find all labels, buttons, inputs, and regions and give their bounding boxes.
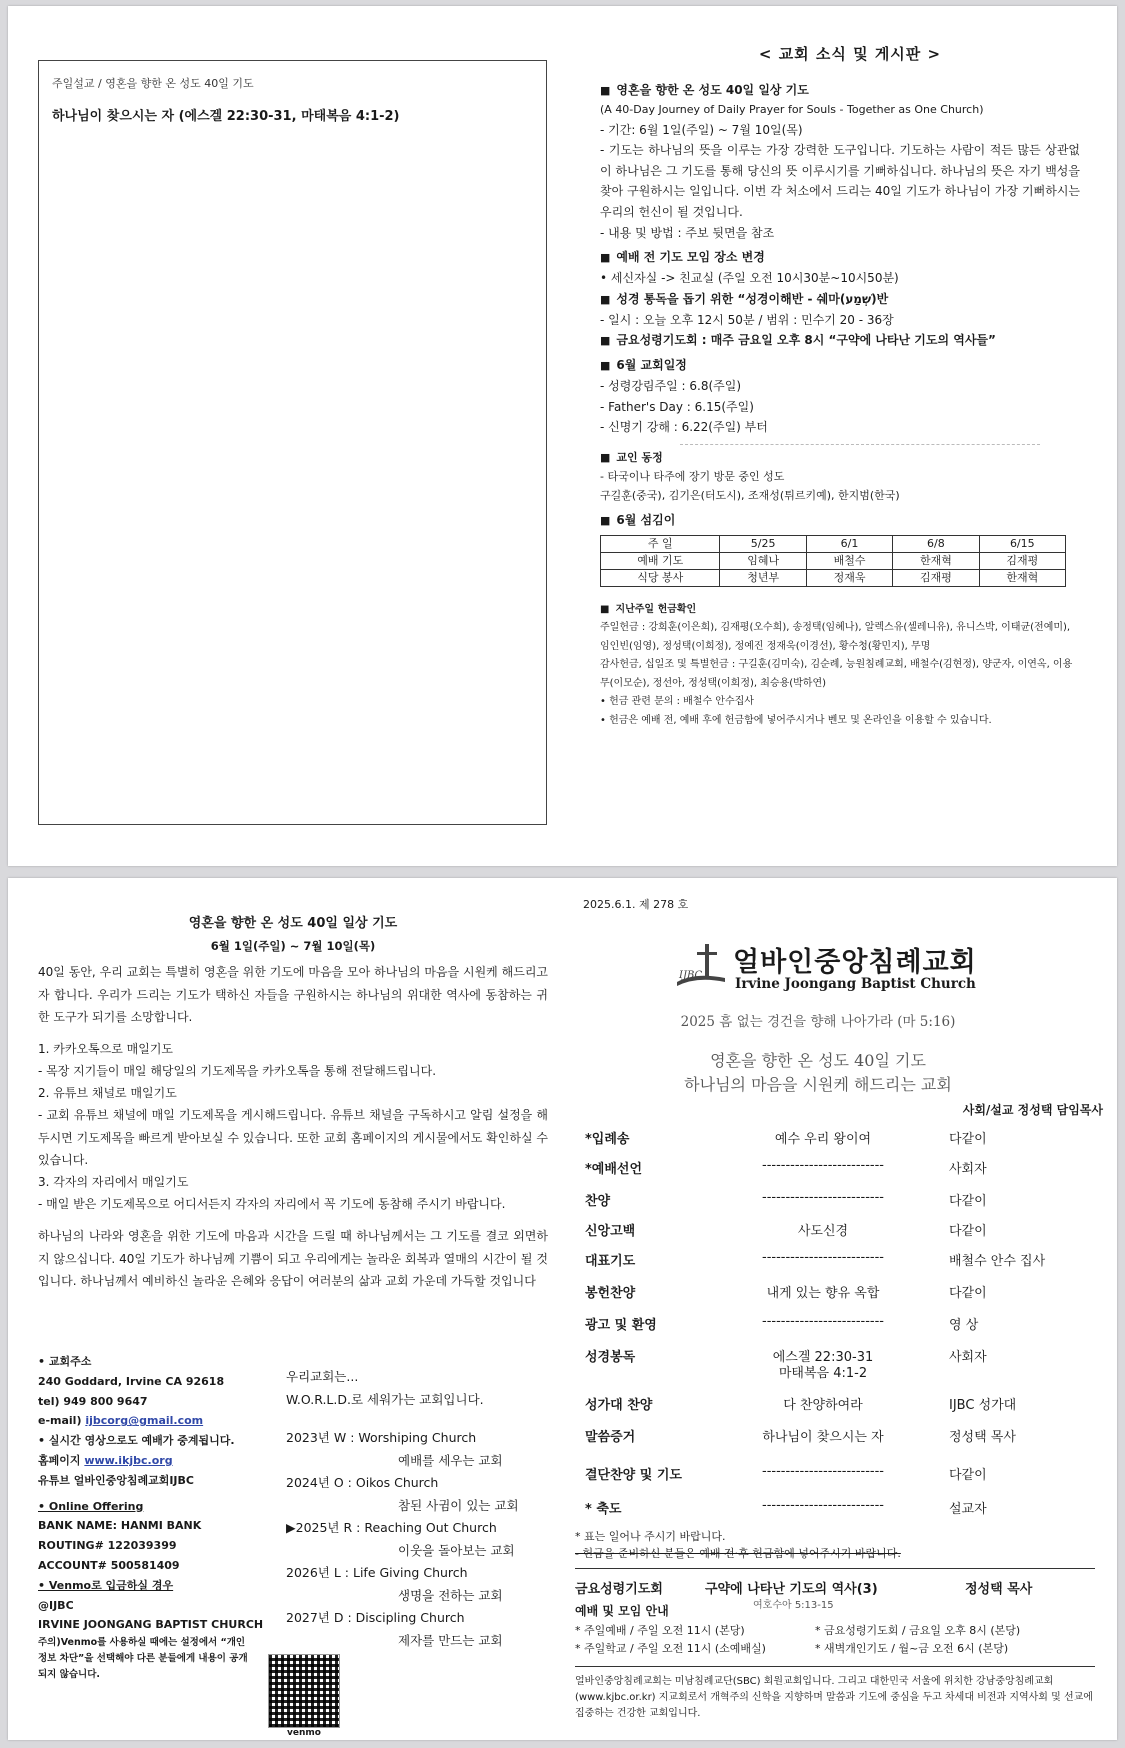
notice-bible-class-body: - 일시 : 오늘 오후 12시 50분 / 범위 : 민수기 20 - 36장 (600, 312, 894, 327)
prayer-step-title: 3. 각자의 자리에서 매일기도 (38, 1175, 189, 1189)
table-cell: 식당 봉사 (601, 569, 720, 586)
order-leader: 사회자 (949, 1350, 987, 1365)
notice-prayer-title: ■ 영혼을 향한 온 성도 40일 일상 기도 (600, 80, 1080, 101)
world-desc: 생명을 전하는 교회 (398, 1587, 503, 1603)
church-footer: 얼바인중앙침례교회는 미남침례교단(SBC) 회원교회입니다. 그리고 대한민국 서울에 위치한 강남중앙침례교회(www.kjbc.or.kr) 지교회로서 개혁주의 신학을 지향하며 말씀과 기도에 중심을 두고 차세대 비전과 지역사회 및 선교에 집중하는 건강한 교회입니다. (575, 1676, 1093, 1719)
worship-order-panel (575, 896, 1103, 1736)
friday-prayer-scripture: 여호수아 5:13-15 (753, 1600, 834, 1611)
order-leader: 설교자 (949, 1502, 987, 1517)
offering-title: ■ 지난주일 헌금확인 (600, 601, 1080, 620)
offering-sunday-list: 주일헌금 : 강희훈(이은희), 김재평(오수희), 송정택(임혜나), 알렉스유(셀레니유), 유니스박, 이태균(전예미), 임인빈(임영), 정성택(이희정), 정예진 정재욱(이경선), 황수청(황민지), 무명 (600, 622, 1071, 652)
homepage-label: 홈페이지 (38, 1453, 85, 1467)
notice-meeting-place-body: • 세신자실 -> 친교실 (주일 오전 10시30분~10시50분) (600, 271, 899, 286)
order-item: 봉헌찬양 (585, 1286, 636, 1301)
account-number: ACCOUNT# 500581409 (38, 1558, 180, 1572)
prayer-guide-title: 영혼을 향한 온 성도 40일 일상 기도 (188, 916, 398, 931)
venmo-qr-label: venmo (287, 1728, 321, 1738)
meetings-title: 예배 및 모임 안내 (575, 1604, 669, 1618)
prayer-guide (38, 912, 548, 1292)
order-leader: 다같이 (949, 1132, 987, 1147)
venmo-name: IRVINE JOONGANG BAPTIST CHURCH (38, 1618, 264, 1632)
order-item: 찬양 (585, 1194, 611, 1209)
world-year: 2023년 W : Worshiping Church (286, 1430, 477, 1445)
youtube-channel: 유튜브 얼바인중앙침례교회IJBC (38, 1473, 194, 1487)
table-cell: 임혜나 (720, 552, 806, 569)
notice-header: < 교회 소식 및 게시판 > (758, 45, 942, 63)
world-year: 2026년 L : Life Giving Church (286, 1565, 468, 1580)
notice-meeting-place-title: ■ 예배 전 기도 모임 장소 변경 (600, 247, 1080, 268)
order-leader: 배철수 안수 집사 (949, 1254, 1046, 1269)
venmo-privacy-note: 주의)Venmo를 사용하실 때에는 설정에서 “개인정보 차단”을 선택해야 다른 분들에게 내용이 공개되지 않습니다. (38, 1637, 248, 1681)
prayer-step-body: - 목장 지기들이 매일 해당일의 기도제목을 카카오톡을 통해 전달해드립니다. (38, 1064, 437, 1079)
divider (680, 444, 1040, 445)
notice-june-schedule-title: ■ 6월 교회일정 (600, 355, 1080, 376)
church-phone: tel) 949 800 9647 (38, 1394, 148, 1408)
notice-board (600, 42, 1080, 730)
divider (575, 1568, 1095, 1569)
logo-text: IJBC (679, 970, 703, 981)
servers-header-cell: 6/15 (979, 535, 1065, 552)
order-detail: 내게 있는 향유 옥합 (766, 1286, 880, 1301)
notice-june-item: - Father's Day : 6.15(주일) (600, 399, 754, 414)
table-cell: 정재욱 (806, 569, 892, 586)
table-cell: 김재평 (893, 569, 979, 586)
notice-june-item: - 성령강림주일 : 6.8(주일) (600, 379, 742, 394)
standing-note: * 표는 일어나 주시기 바랍니다. (575, 1530, 726, 1543)
notice-prayer-body: - 기도는 하나님의 뜻을 이루는 가장 강력한 도구입니다. 기도하는 사람이 적든 많든 상관없이 하나님은 그 기도를 통해 당신의 뜻 이루시기를 기뻐하십니다. 하나님의 뜻은 자기 백성을 찾아 구원하시는 일입니다. 이번 각 처소에서 드리는 40일 기도가 하나님이 가장 기뻐하시는 우리의 헌신이 될 것입니다. (600, 143, 1080, 220)
sermon-title: 하나님이 찾으시는 자 (에스겔 22:30-31, 마태복음 4:1-2) (52, 109, 400, 124)
friday-prayer-leader: 정성택 목사 (965, 1582, 1033, 1597)
world-desc: 이웃을 돌아보는 교회 (398, 1542, 515, 1558)
notice-member-news-names: 구길훈(중국), 김기은(터도시), 조재성(튀르키예), 한지범(한국) (600, 488, 900, 502)
church-name-english: Irvine Joongang Baptist Church (735, 976, 976, 992)
order-detail: 에스겔 22:30-31 (772, 1350, 874, 1365)
prayer-step-body: - 매일 받은 기도제목으로 어디서든지 각자의 자리에서 꼭 기도에 동참해 주시기 바랍니다. (38, 1197, 506, 1212)
order-detail: 하나님이 찾으시는 자 (762, 1430, 884, 1445)
servers-header-cell: 5/25 (720, 535, 806, 552)
order-item: 말씀증거 (585, 1430, 636, 1445)
year-motto: 2025 흠 없는 경건을 향해 나아가라 (마 5:16) (680, 1014, 956, 1030)
order-notes (575, 1528, 901, 1562)
order-leader: 영 상 (949, 1318, 979, 1333)
prayer-step-title: 1. 카카오톡으로 매일기도 (38, 1041, 173, 1056)
order-leader: 사회자 (949, 1162, 987, 1177)
church-name-korean: 얼바인중앙침례교회 (733, 947, 977, 978)
order-detail: 다 찬양하여라 (783, 1398, 863, 1413)
offering-contact: • 헌금 관련 문의 : 배철수 안수집사 (600, 696, 754, 708)
order-detail: -------------------------- (762, 1190, 884, 1205)
sermon-notes-box (38, 60, 547, 825)
order-item: *예배선언 (585, 1162, 643, 1177)
servers-header-row (601, 535, 1066, 552)
world-intro: W.O.R.L.D.로 세워가는 교회입니다. (286, 1391, 484, 1407)
friday-prayer-label: 금요성령기도회 (575, 1582, 663, 1597)
notice-bible-class-title: ■ 성경 통독을 돕기 위한 “성경이해반 - 쉐마(שְׁמַע)반 (600, 289, 1080, 310)
church-info (38, 1352, 268, 1684)
order-item: 광고 및 환영 (585, 1318, 657, 1333)
notice-june-item: - 신명기 강해 : 6.22(주일) 부터 (600, 420, 768, 435)
order-item: 신앙고백 (585, 1224, 636, 1239)
online-offering-heading: • Online Offering (38, 1499, 144, 1513)
notice-member-news-title: ■ 교인 동정 (600, 449, 1080, 468)
bulletin-cover-page (8, 878, 1117, 1740)
table-cell: 김재평 (979, 552, 1065, 569)
order-item: 성경봉독 (585, 1350, 636, 1365)
church-address: 240 Goddard, Irvine CA 92618 (38, 1374, 225, 1388)
order-detail: 마태복음 4:1-2 (778, 1366, 868, 1381)
notice-member-news-line: - 타국이나 타주에 장기 방문 중인 성도 (600, 470, 785, 484)
order-detail: -------------------------- (762, 1158, 884, 1173)
table-row (601, 552, 1066, 569)
address-heading: • 교회주소 (38, 1355, 92, 1368)
order-item: 성가대 찬양 (585, 1398, 653, 1413)
pastor-line: 사회/설교 정성택 담임목사 (962, 1103, 1103, 1117)
venmo-heading: • Venmo로 입금하실 경우 (38, 1578, 174, 1592)
order-detail: -------------------------- (762, 1498, 884, 1513)
table-cell: 청년부 (720, 569, 806, 586)
order-leader: IJBC 성가대 (949, 1398, 1017, 1413)
order-detail: 사도신경 (797, 1224, 849, 1239)
world-year: 2027년 D : Discipling Church (286, 1610, 465, 1625)
email-label: e-mail) (38, 1414, 86, 1428)
notice-prayer-method: - 내용 및 방법 : 주보 뒷면을 참조 (600, 225, 775, 240)
prayer-guide-period: 6월 1일(주일) ~ 7월 10일(목) (210, 939, 376, 954)
table-cell: 배철수 (806, 552, 892, 569)
notice-prayer-period: - 기간: 6월 1일(주일) ~ 7월 10일(목) (600, 122, 803, 137)
table-cell: 한재혁 (979, 569, 1065, 586)
table-cell: 한재혁 (893, 552, 979, 569)
theme-line: 영혼을 향한 온 성도 40일 기도 (710, 1051, 926, 1070)
venmo-id: @IJBC (38, 1598, 74, 1612)
bulletin-inner-page (8, 6, 1117, 866)
routing-number: ROUTING# 122039399 (38, 1539, 177, 1553)
notice-prayer-subtitle: (A 40-Day Journey of Daily Prayer for Souls - Together as One Church) (600, 102, 984, 116)
meeting-item: * 주일예배 / 주일 오전 11시 (본당) (575, 1624, 745, 1637)
world-intro: 우리교회는... (286, 1369, 359, 1384)
order-leader: 정성택 목사 (949, 1430, 1016, 1445)
order-detail: -------------------------- (762, 1250, 884, 1265)
cross-logo-icon (675, 942, 727, 988)
order-item: 결단찬양 및 기도 (585, 1468, 682, 1483)
order-item: * 축도 (585, 1502, 622, 1517)
friday-prayer-topic: 구약에 나타난 기도의 역사(3) (705, 1582, 878, 1597)
servers-header-cell: 주 일 (601, 535, 720, 552)
table-row (601, 569, 1066, 586)
table-cell: 예배 기도 (601, 552, 720, 569)
world-desc: 예배를 세우는 교회 (398, 1452, 503, 1468)
world-year: 2024년 O : Oikos Church (286, 1475, 439, 1490)
order-detail: -------------------------- (762, 1314, 884, 1329)
meeting-item: * 금요성령기도회 / 금요일 오후 8시 (본당) (815, 1624, 1021, 1637)
offering-box-note: - 헌금을 준비하신 분들은 예배 전·후 헌금함에 넣어주시기 바랍니다. (575, 1547, 901, 1561)
homepage-link[interactable]: www.ikjbc.org (84, 1453, 173, 1467)
prayer-guide-intro: 40일 동안, 우리 교회는 특별히 영혼을 위한 기도에 마음을 모아 하나님의 마음을 시원케 해드리고자 합니다. 우리가 드리는 기도가 택하신 자들을 구원하시는 하나님의 위대한 역사에 동참하는 귀한 도구가 되기를 소망합니다. (38, 965, 548, 1024)
order-item: *입례송 (585, 1132, 630, 1147)
order-leader: 다같이 (949, 1224, 987, 1239)
divider (575, 1666, 1095, 1667)
order-detail: 예수 우리 왕이여 (774, 1132, 872, 1147)
meeting-item: * 새벽개인기도 / 월~금 오전 6시 (본당) (815, 1642, 1009, 1655)
world-desc: 제자를 만드는 교회 (398, 1632, 503, 1648)
venmo-qr-code[interactable] (268, 1654, 340, 1728)
meeting-item: * 주일학교 / 주일 오전 11시 (소예배실) (575, 1642, 766, 1655)
order-leader: 다같이 (949, 1286, 987, 1301)
order-item: 대표기도 (585, 1254, 636, 1269)
order-detail: -------------------------- (762, 1464, 884, 1479)
notice-friday-prayer: ■ 금요성령기도회 : 매주 금요일 오후 8시 “구약에 나타난 기도의 역사들” (600, 330, 1080, 351)
prayer-step-body: - 교회 유튜브 채널에 매일 기도제목을 게시해드립니다. 유튜브 채널을 구독하시고 알림 설정을 해 두시면 기도제목을 빠르게 받아보실 수 있습니다. 또한 교회 홈페이지의 게시물에서도 확인하실 수 있습니다. (38, 1108, 548, 1167)
servers-header-cell: 6/8 (893, 535, 979, 552)
servers-table (600, 535, 1066, 587)
live-stream-note: • 실시간 영상으로도 예배가 중계됩니다. (38, 1434, 235, 1448)
offering-special-list: 감사헌금, 십일조 및 특별헌금 : 구길훈(김미숙), 김순례, 능원침례교회, 배철수(김현정), 양군자, 이연옥, 이용무(이모순), 정선아, 정성택(이희정), 최승용(박하연) (600, 659, 1073, 689)
world-vision (286, 1366, 546, 1652)
prayer-step-title: 2. 유튜브 채널로 매일기도 (38, 1086, 177, 1101)
order-leader: 다같이 (949, 1468, 987, 1483)
offering-section (600, 601, 1080, 731)
issue-number: 2025.6.1. 제 278 호 (583, 898, 689, 911)
notice-servers-title: ■ 6월 섬김이 (600, 510, 1080, 531)
bank-name: BANK NAME: HANMI BANK (38, 1519, 202, 1533)
offering-note: • 헌금은 예배 전, 예배 후에 헌금함에 넣어주시거나 벤모 및 온라인을 이용할 수 있습니다. (600, 714, 992, 726)
servers-header-cell: 6/1 (806, 535, 892, 552)
prayer-guide-closing: 하나님의 나라와 영혼을 위한 기도에 마음과 시간을 드릴 때 하나님께서는 그 기도를 결코 외면하지 않으십니다. 40일 기도가 하나님께 기쁨이 되고 우리에게는 놀라운 회복과 열매의 시간이 될 것입니다. 하나님께서 예비하신 놀라운 은혜와 응답이 여러분의 삶과 교회 가운데 가득할 것입니다 (38, 1229, 548, 1288)
theme-line: 하나님의 마음을 시원케 해드리는 교회 (684, 1075, 952, 1094)
world-desc: 참된 사귐이 있는 교회 (398, 1497, 519, 1513)
email-link[interactable]: ijbcorg@gmail.com (85, 1414, 204, 1428)
order-leader: 다같이 (949, 1194, 987, 1209)
world-year: ▶2025년 R : Reaching Out Church (286, 1520, 497, 1535)
sermon-label: 주일설교 / 영혼을 향한 온 성도 40일 기도 (52, 77, 254, 90)
